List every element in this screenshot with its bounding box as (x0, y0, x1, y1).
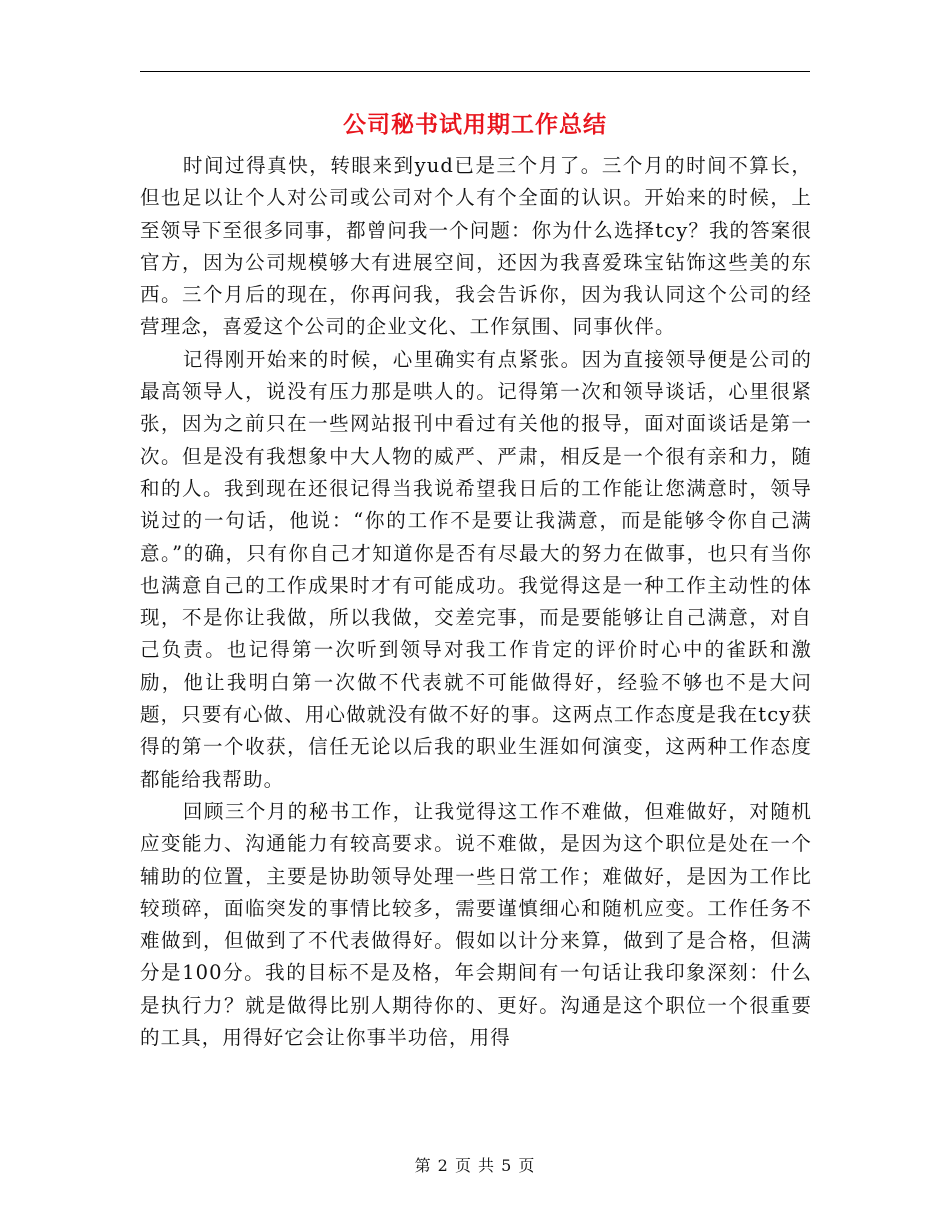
paragraph-2: 记得刚开始来的时候，心里确实有点紧张。因为直接领导便是公司的最高领导人，说没有压力那是哄人的。记得第一次和领导谈话，心里很紧张，因为之前只在一些网站报刊中看过有关他的报导，面对面谈话是第一次。但是没有我想象中大人物的威严、严肃，相反是一个很有亲和力，随和的人。我到现在还很记得当我说希望我日后的工作能让您满意时，领导说过的一句话，他说：“你的工作不是要让我满意，而是能够令你自己满意。”的确，只有你自己才知道你是否有尽最大的努力在做事，也只有当你也满意自己的工作成果时才有可能成功。我觉得这是一种工作主动性的体现，不是你让我做，所以我做，交差完事，而是要能够让自己满意，对自己负责。也记得第一次听到领导对我工作肯定的评价时心中的雀跃和激励，他让我明白第一次做不代表就不可能做得好，经验不够也不是大问题，只要有心做、用心做就没有做不好的事。这两点工作态度是我在tcy获得的第一个收获，信任无论以后我的职业生涯如何演变，这两种工作态度都能给我帮助。 (140, 347, 812, 791)
document-title: 公司秘书试用期工作总结 (343, 111, 607, 138)
paragraph-1: 时间过得真快，转眼来到yud已是三个月了。三个月的时间不算长，但也足以让个人对公司或公司对个人有个全面的认识。开始来的时候，上至领导下至很多同事，都曾问我一个问题：你为什么选择tcy？我的答案很官方，因为公司规模够大有进展空间，还因为我喜爱珠宝钻饰这些美的东西。三个月后的现在，你再问我，我会告诉你，因为我认同这个公司的经营理念，喜爱这个公司的企业文化、工作氛围、同事伙伴。 (140, 154, 812, 339)
page-number-footer: 第 2 页 共 5 页 (414, 1156, 536, 1175)
document-body (140, 150, 812, 1054)
paragraph-3: 回顾三个月的秘书工作，让我觉得这工作不难做，但难做好，对随机应变能力、沟通能力有较高要求。说不难做，是因为这个职位是处在一个辅助的位置，主要是协助领导处理一些日常工作；难做好，是因为工作比较琐碎，面临突发的事情比较多，需要谨慎细心和随机应变。工作任务不难做到，但做到了不代表做得好。假如以计分来算，做到了是合格，但满分是100分。我的目标不是及格，年会期间有一句话让我印象深刻：什么是执行力？就是做得比别人期待你的、更好。沟通是这个职位一个很重要的工具，用得好它会让你事半功倍，用得 (140, 799, 812, 1050)
header-rule (140, 71, 810, 72)
